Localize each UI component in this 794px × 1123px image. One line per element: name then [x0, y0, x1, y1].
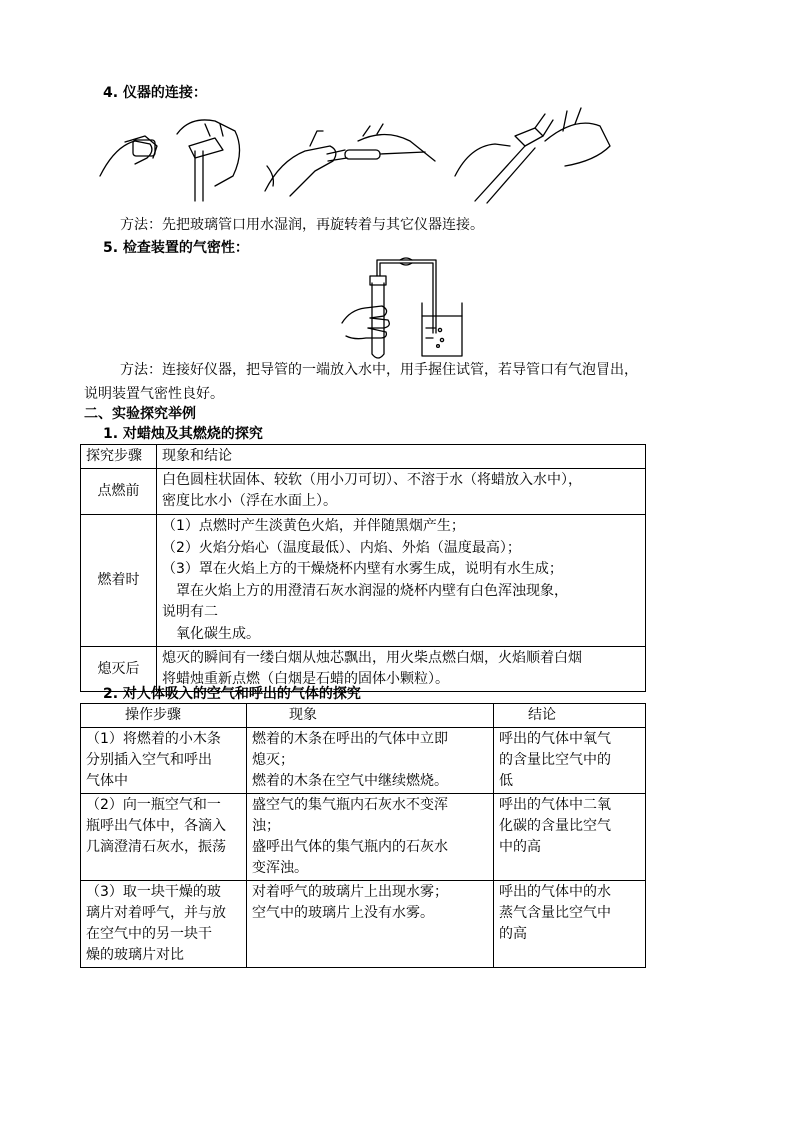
observation-line: （1）点燃时产生淡黄色火焰，并伴随黑烟产生； [162, 518, 465, 534]
cell-line: 蒸气含量比空气中 [499, 905, 611, 921]
cell-line: 浊； [252, 818, 280, 834]
part2-sub1: 1. 对蜡烛及其燃烧的探究 [103, 426, 263, 442]
cell-line: 分别插入空气和呼出 [86, 752, 212, 768]
conclusion-cell [494, 794, 646, 881]
table-row [81, 704, 646, 728]
step-cell: 燃着时 [81, 515, 157, 647]
procedure-cell [81, 794, 247, 881]
cell-line: 气体中 [86, 773, 128, 789]
procedure-cell [81, 881, 247, 968]
table-header-cell: 结论 [494, 704, 646, 728]
step-cell: 熄灭后 [81, 647, 157, 692]
cell-line: 盛呼出气体的集气瓶内的石灰水 [252, 839, 448, 855]
phenomenon-cell [247, 728, 494, 794]
table-row [81, 881, 646, 968]
table-header-cell: 操作步骤 [81, 704, 247, 728]
cell-line: 呼出的气体中二氧 [499, 797, 611, 813]
table-header-cell: 现象 [247, 704, 494, 728]
section4-method: 方法：先把玻璃管口用水湿润，再旋转着与其它仪器连接。 [120, 217, 484, 233]
cell-line: 对着呼气的玻璃片上出现水雾； [252, 884, 448, 900]
cell-line: 中的高 [499, 839, 541, 855]
cell-line: 化碳的含量比空气 [499, 818, 611, 834]
table-header-cell: 探究步骤 [81, 445, 157, 469]
cell-line: 璃片对着呼气，并与放 [86, 905, 226, 921]
part2-heading: 二、实验探究举例 [84, 406, 196, 422]
cell-line: 变浑浊。 [252, 860, 308, 876]
step-cell: 点燃前 [81, 469, 157, 515]
cell-line: （2）向一瓶空气和一 [86, 797, 221, 813]
section5-method-line2: 说明装置气密性良好。 [84, 386, 224, 402]
phenomenon-cell [247, 794, 494, 881]
observation-line: 熄灭的瞬间有一缕白烟从烛芯飘出，用火柴点燃白烟，火焰顺着白烟 [162, 650, 582, 666]
phenomenon-cell [247, 881, 494, 968]
observation-line: 氧化碳生成。 [176, 625, 260, 642]
airtightness-illustration [340, 258, 470, 362]
observation-line: （3）罩在火焰上方的干燥烧杯内壁有水雾生成，说明有水生成； [162, 561, 563, 577]
table-row [81, 515, 646, 647]
observation-line: 说明有二 [162, 604, 218, 620]
candle-table [80, 444, 646, 692]
cell-line: 的含量比空气中的 [499, 752, 611, 768]
table-header-cell: 现象和结论 [157, 445, 646, 469]
conclusion-cell [494, 881, 646, 968]
conclusion-cell [494, 728, 646, 794]
section4-heading: 4. 仪器的连接： [103, 85, 207, 101]
cell-line: 燥的玻璃片对比 [86, 947, 184, 963]
cell-line: （3）取一块干燥的玻 [86, 884, 221, 900]
cell-line: 在空气中的另一块干 [86, 926, 212, 942]
observation-cell [157, 515, 646, 647]
section5-method-line1: 方法：连接好仪器，把导管的一端放入水中，用手握住试管，若导管口有气泡冒出， [120, 362, 638, 378]
cell-line: 瓶呼出气体中，各滴入 [86, 818, 226, 834]
cell-line: 呼出的气体中氧气 [499, 731, 611, 747]
observation-cell [157, 469, 646, 515]
observation-line: 白色圆柱状固体、较软（用小刀可切）、不溶于水（将蜡放入水中）， [162, 472, 582, 488]
table-row [81, 794, 646, 881]
table-row [81, 728, 646, 794]
cell-line: 低 [499, 773, 513, 789]
cell-line: （1）将燃着的小木条 [86, 731, 221, 747]
table-row [81, 445, 646, 469]
observation-line: 将蜡烛重新点燃（白烟是石蜡的固体小颗粒）。 [162, 671, 449, 687]
cell-line: 熄灭； [252, 752, 294, 768]
cell-line: 燃着的木条在呼出的气体中立即 [252, 731, 448, 747]
table-row [81, 469, 646, 515]
observation-line: 罩在火焰上方的用澄清石灰水润湿的烧杯内壁有白色浑浊现象， [176, 582, 568, 599]
procedure-cell [81, 728, 247, 794]
connection-illustration [95, 106, 615, 206]
observation-line: 密度比水小（浮在水面上）。 [162, 493, 337, 509]
cell-line: 的高 [499, 926, 527, 942]
breath-table [80, 703, 646, 968]
part2-sub2: 2. 对人体吸入的空气和呼出的气体的探究 [103, 686, 361, 702]
cell-line: 呼出的气体中的水 [499, 884, 611, 900]
cell-line: 空气中的玻璃片上没有水雾。 [252, 905, 434, 921]
cell-line: 盛空气的集气瓶内石灰水不变浑 [252, 797, 448, 813]
observation-line: （2）火焰分焰心（温度最低）、内焰、外焰（温度最高）； [162, 539, 521, 556]
cell-line: 几滴澄清石灰水，振荡 [86, 839, 226, 855]
section5-heading: 5. 检查装置的气密性： [103, 240, 249, 256]
cell-line: 燃着的木条在空气中继续燃烧。 [252, 773, 448, 789]
